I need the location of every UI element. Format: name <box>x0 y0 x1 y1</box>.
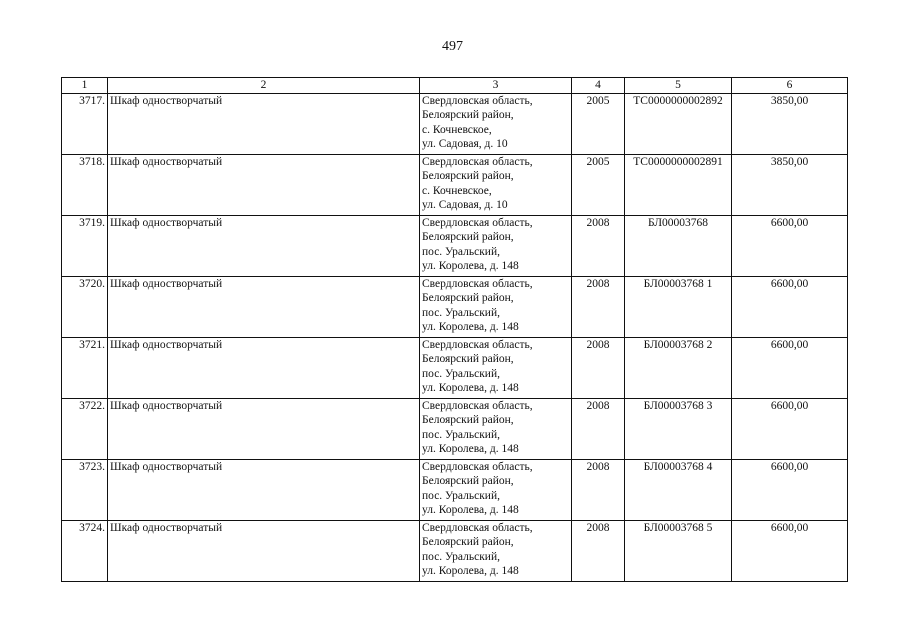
table-row <box>62 338 848 399</box>
item-price: 3850,00 <box>732 155 848 216</box>
address-line: ул. Королева, д. 148 <box>422 321 519 334</box>
table-row <box>62 155 848 216</box>
row-number: 3720. <box>62 277 108 338</box>
item-year: 2008 <box>572 399 625 460</box>
address-line: пос. Уральский, <box>422 245 500 258</box>
item-year: 2008 <box>572 338 625 399</box>
address-line: ул. Садовая, д. 10 <box>422 199 508 212</box>
item-address <box>420 460 572 521</box>
row-number: 3721. <box>62 338 108 399</box>
property-table <box>61 77 848 582</box>
address-line: пос. Уральский, <box>422 306 500 319</box>
address-line: ул. Королева, д. 148 <box>422 443 519 456</box>
address-line: Свердловская область, <box>422 278 533 290</box>
column-header-6: 6 <box>732 78 848 94</box>
address-line: пос. Уральский, <box>422 550 500 563</box>
address-line: Белоярский район, <box>422 292 514 305</box>
address-line: Свердловская область, <box>422 461 533 473</box>
table-row <box>62 399 848 460</box>
item-name: Шкаф одностворчатый <box>108 338 420 399</box>
item-address <box>420 277 572 338</box>
table-row <box>62 94 848 155</box>
item-name: Шкаф одностворчатый <box>108 521 420 582</box>
table-row <box>62 216 848 277</box>
column-header-4: 4 <box>572 78 625 94</box>
item-address <box>420 399 572 460</box>
address-line: Свердловская область, <box>422 400 533 412</box>
row-number: 3723. <box>62 460 108 521</box>
inventory-code: БЛ00003768 3 <box>625 399 732 460</box>
inventory-code: БЛ00003768 4 <box>625 460 732 521</box>
table-body <box>62 94 848 582</box>
table-row <box>62 460 848 521</box>
address-line: пос. Уральский, <box>422 489 500 502</box>
address-line: Белоярский район, <box>422 414 514 427</box>
item-year: 2005 <box>572 94 625 155</box>
table-header <box>62 78 848 94</box>
inventory-code: БЛ00003768 5 <box>625 521 732 582</box>
row-number: 3718. <box>62 155 108 216</box>
address-line: Белоярский район, <box>422 231 514 244</box>
item-price: 6600,00 <box>732 216 848 277</box>
item-address <box>420 94 572 155</box>
address-line: Свердловская область, <box>422 156 533 168</box>
table-row <box>62 521 848 582</box>
address-line: пос. Уральский, <box>422 428 500 441</box>
item-price: 6600,00 <box>732 338 848 399</box>
address-line: Свердловская область, <box>422 339 533 351</box>
address-line: Белоярский район, <box>422 536 514 549</box>
item-year: 2005 <box>572 155 625 216</box>
item-year: 2008 <box>572 216 625 277</box>
item-price: 3850,00 <box>732 94 848 155</box>
address-line: ул. Королева, д. 148 <box>422 565 519 578</box>
column-header-5: 5 <box>625 78 732 94</box>
item-address <box>420 521 572 582</box>
item-address <box>420 338 572 399</box>
item-year: 2008 <box>572 277 625 338</box>
row-number: 3719. <box>62 216 108 277</box>
column-header-1: 1 <box>62 78 108 94</box>
item-name: Шкаф одностворчатый <box>108 460 420 521</box>
address-line: ул. Королева, д. 148 <box>422 260 519 273</box>
address-line: Свердловская область, <box>422 217 533 229</box>
item-name: Шкаф одностворчатый <box>108 277 420 338</box>
item-address <box>420 216 572 277</box>
address-line: Белоярский район, <box>422 170 514 183</box>
header-row <box>62 78 848 94</box>
address-line: Белоярский район, <box>422 475 514 488</box>
item-name: Шкаф одностворчатый <box>108 155 420 216</box>
inventory-code: ТС0000000002891 <box>625 155 732 216</box>
inventory-code: БЛ00003768 1 <box>625 277 732 338</box>
address-line: Свердловская область, <box>422 95 533 107</box>
address-line: Белоярский район, <box>422 353 514 366</box>
row-number: 3724. <box>62 521 108 582</box>
column-header-3: 3 <box>420 78 572 94</box>
row-number: 3717. <box>62 94 108 155</box>
item-name: Шкаф одностворчатый <box>108 94 420 155</box>
address-line: ул. Королева, д. 148 <box>422 382 519 395</box>
item-price: 6600,00 <box>732 277 848 338</box>
inventory-code: ТС0000000002892 <box>625 94 732 155</box>
address-line: Свердловская область, <box>422 522 533 534</box>
row-number: 3722. <box>62 399 108 460</box>
item-price: 6600,00 <box>732 521 848 582</box>
inventory-code: БЛ00003768 2 <box>625 338 732 399</box>
item-price: 6600,00 <box>732 399 848 460</box>
item-price: 6600,00 <box>732 460 848 521</box>
item-name: Шкаф одностворчатый <box>108 399 420 460</box>
table-row <box>62 277 848 338</box>
item-year: 2008 <box>572 521 625 582</box>
address-line: ул. Королева, д. 148 <box>422 504 519 517</box>
page-number: 497 <box>442 39 463 54</box>
address-line: Белоярский район, <box>422 109 514 122</box>
item-address <box>420 155 572 216</box>
column-header-2: 2 <box>108 78 420 94</box>
address-line: с. Кочневское, <box>422 123 492 136</box>
address-line: с. Кочневское, <box>422 184 492 197</box>
address-line: пос. Уральский, <box>422 367 500 380</box>
item-year: 2008 <box>572 460 625 521</box>
inventory-code: БЛ00003768 <box>625 216 732 277</box>
item-name: Шкаф одностворчатый <box>108 216 420 277</box>
address-line: ул. Садовая, д. 10 <box>422 138 508 151</box>
